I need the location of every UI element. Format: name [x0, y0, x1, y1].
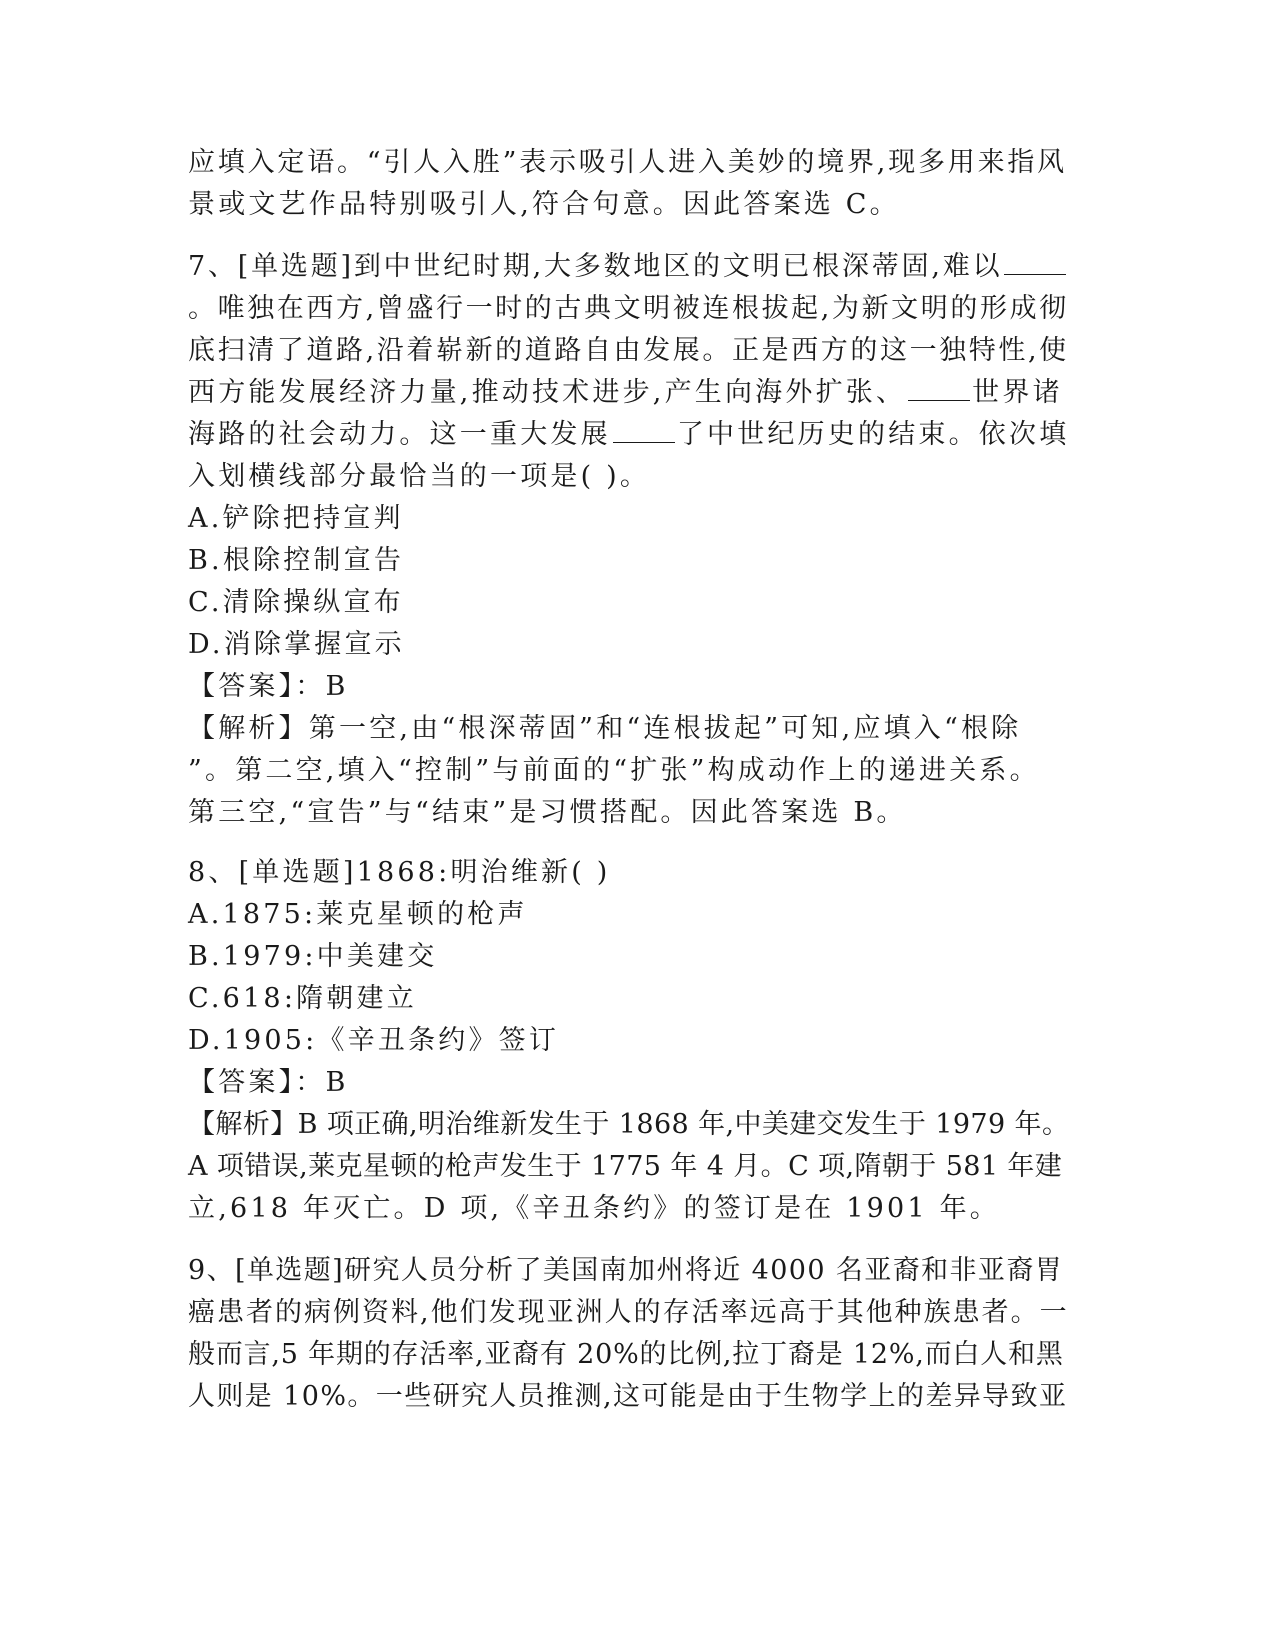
q8-analysis-line-1: 【解析】B 项正确,明治维新发生于 1868 年,中美建交发生于 1979 年。 [188, 1109, 1070, 1140]
q7-option-b: B.根除控制宣告 [188, 545, 405, 576]
q7-stem-line-3: 底扫清了道路,沿着崭新的道路自由发展。正是西方的这一独特性,使 [188, 335, 1069, 366]
q7-stem-text-4b: 世界诸 [972, 377, 1063, 408]
q7-stem-line-2: 。唯独在西方,曾盛行一时的古典文明被连根拔起,为新文明的形成彻 [188, 293, 1069, 324]
fill-blank-1 [1004, 273, 1066, 275]
intro-line-1: 应填入定语。“引人入胜”表示吸引人进入美妙的境界,现多用来指风 [188, 147, 1067, 178]
fill-blank-3 [613, 441, 675, 443]
q7-stem-text-5b: 了中世纪历史的结束。依次填 [676, 419, 1070, 450]
q7-stem-line-6: 入划横线部分最恰当的一项是( )。 [188, 461, 651, 492]
q8-option-d: D.1905:《辛丑条约》签订 [188, 1025, 560, 1056]
q7-stem-text-4a: 西方能发展经济力量,推动技术进步,产生向海外扩张、 [188, 377, 907, 408]
q7-stem-line-4 [188, 376, 1068, 410]
q8-option-a: A.1875:莱克星顿的枪声 [188, 899, 528, 930]
q7-analysis-line-1: 【解析】第一空,由“根深蒂固”和“连根拔起”可知,应填入“根除 [188, 713, 1022, 744]
q8-answer: 【答案】：B [188, 1067, 349, 1098]
q9-stem-line-4: 人则是 10%。一些研究人员推测,这可能是由于生物学上的差异导致亚 [188, 1381, 1068, 1412]
q8-option-b: B.1979:中美建交 [188, 941, 438, 972]
q7-stem-text-1: 7、[单选题]到中世纪时期,大多数地区的文明已根深蒂固,难以 [188, 251, 1003, 282]
q7-analysis-line-3: 第三空,“宣告”与“结束”是习惯搭配。因此答案选 B。 [188, 797, 907, 828]
q7-option-d: D.消除掌握宣示 [188, 629, 405, 660]
fill-blank-2 [908, 399, 970, 401]
q9-stem-line-2: 癌患者的病例资料,他们发现亚洲人的存活率远高于其他种族患者。一 [188, 1297, 1069, 1328]
q7-stem-line-1 [188, 250, 1068, 284]
q8-analysis-line-2: A 项错误,莱克星顿的枪声发生于 1775 年 4 月。C 项,隋朝于 581 年建 [188, 1151, 1063, 1182]
q8-analysis-line-3: 立,618 年灭亡。D 项,《辛丑条约》的签订是在 1901 年。 [188, 1193, 1000, 1224]
q9-stem-line-1: 9、[单选题]研究人员分析了美国南加州将近 4000 名亚裔和非亚裔胃 [188, 1255, 1064, 1286]
intro-line-2: 景或文艺作品特别吸引人,符合句意。因此答案选 C。 [188, 189, 900, 220]
q7-option-c: C.清除操纵宣布 [188, 587, 404, 618]
q8-option-c: C.618:隋朝建立 [188, 983, 417, 1014]
q9-stem-line-3: 般而言,5 年期的存活率,亚裔有 20%的比例,拉丁裔是 12%,而白人和黑 [188, 1339, 1064, 1370]
q7-option-a: A.铲除把持宣判 [188, 503, 404, 534]
q7-stem-line-5 [188, 418, 1068, 452]
q7-analysis-line-2: ”。第二空,填入“控制”与前面的“扩张”构成动作上的递进关系。 [188, 755, 1040, 786]
q7-answer: 【答案】：B [188, 671, 349, 702]
q8-stem: 8、[单选题]1868:明治维新( ) [188, 857, 611, 888]
q7-stem-text-5a: 海路的社会动力。这一重大发展 [188, 419, 611, 450]
